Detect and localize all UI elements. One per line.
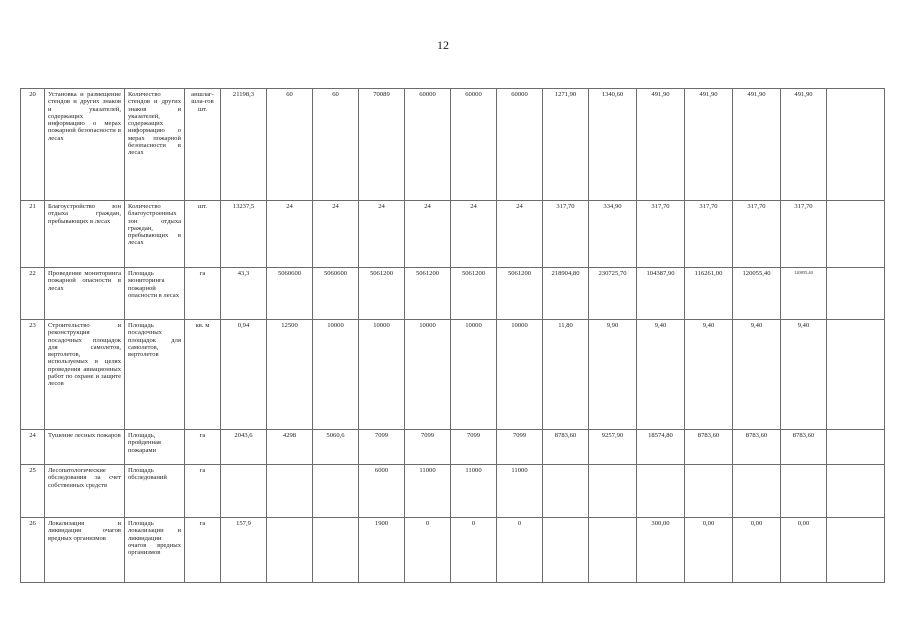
table-row: [21, 201, 885, 268]
value-cell: 491,90: [781, 89, 827, 201]
value-cell: 0: [497, 518, 543, 583]
unit-of-measure: га: [185, 518, 221, 583]
value-cell: 0,00: [781, 518, 827, 583]
value-cell: 13237,5: [221, 201, 267, 268]
measure-name: Локализация и ликвидация очагов вредных организмов: [45, 518, 125, 583]
empty-cell: [827, 89, 885, 201]
value-cell: 60000: [405, 89, 451, 201]
value-cell: 7099: [451, 430, 497, 465]
value-cell: [589, 465, 637, 518]
value-cell: 300,00: [637, 518, 685, 583]
row-number: 23: [21, 320, 45, 430]
value-cell: [221, 465, 267, 518]
value-cell: 116261,00: [685, 268, 733, 320]
value-cell: 24: [267, 201, 313, 268]
value-cell: 1271,90: [543, 89, 589, 201]
value-cell: 60: [267, 89, 313, 201]
table-row: [21, 518, 885, 583]
value-cell: 21198,3: [221, 89, 267, 201]
value-cell: [543, 518, 589, 583]
page-number: 12: [437, 38, 449, 52]
value-cell: 5061200: [359, 268, 405, 320]
value-cell: 7099: [359, 430, 405, 465]
table-row: [21, 465, 885, 518]
program-measures-table: [20, 88, 885, 583]
value-cell: 0,94: [221, 320, 267, 430]
value-cell: 6000: [359, 465, 405, 518]
value-cell: 5060600: [313, 268, 359, 320]
value-cell: 317,70: [543, 201, 589, 268]
row-number: 20: [21, 89, 45, 201]
row-number: 25: [21, 465, 45, 518]
value-cell: 11,80: [543, 320, 589, 430]
value-cell: 11000: [405, 465, 451, 518]
indicator-name: Количество стендов и других знаков и указателей, содержащих информацию о мерах пожарной безопасности в лесах: [125, 89, 185, 201]
value-cell: 10000: [451, 320, 497, 430]
measure-name: Установка и размещение стендов и других знаков и указателей, содержащих информацию о мерах пожарной безопасности в лесах: [45, 89, 125, 201]
value-cell: 10000: [405, 320, 451, 430]
indicator-name: Площадь обследований: [125, 465, 185, 518]
value-cell: 104387,90: [637, 268, 685, 320]
row-number: 26: [21, 518, 45, 583]
value-cell: 9,40: [781, 320, 827, 430]
value-cell: 5061200: [451, 268, 497, 320]
empty-cell: [827, 320, 885, 430]
value-cell: 218904,80: [543, 268, 589, 320]
value-cell: 24: [359, 201, 405, 268]
value-cell: 10000: [359, 320, 405, 430]
value-cell: 0: [405, 518, 451, 583]
value-cell: 43,3: [221, 268, 267, 320]
value-cell: [685, 465, 733, 518]
value-cell: 120055,40: [733, 268, 781, 320]
empty-cell: [827, 465, 885, 518]
value-cell: 9257,90: [589, 430, 637, 465]
value-cell: 491,90: [733, 89, 781, 201]
value-cell: 8783,60: [733, 430, 781, 465]
value-cell: 5061200: [405, 268, 451, 320]
empty-cell: [827, 518, 885, 583]
value-cell: 0,00: [685, 518, 733, 583]
value-cell: 317,70: [781, 201, 827, 268]
value-cell: 4298: [267, 430, 313, 465]
value-cell: [589, 518, 637, 583]
value-cell: 24: [497, 201, 543, 268]
unit-of-measure: аншлаг-шла-гов шт.: [185, 89, 221, 201]
unit-of-measure: га: [185, 268, 221, 320]
indicator-name: Количество благоустроенных зон отдыха граждан, пребывающих в лесах: [125, 201, 185, 268]
measure-name: Строительство и реконструкция посадочных площадок для самолетов, вертолетов, используемых в целях проведения авиационных работ по охране и защите лесов: [45, 320, 125, 430]
value-cell: 9,40: [637, 320, 685, 430]
value-cell: 60000: [451, 89, 497, 201]
value-cell: 9,40: [733, 320, 781, 430]
value-cell: [637, 465, 685, 518]
row-number: 21: [21, 201, 45, 268]
value-cell: 24: [451, 201, 497, 268]
value-cell: 7099: [497, 430, 543, 465]
indicator-name: Площадь, пройденная пожарами: [125, 430, 185, 465]
row-number: 24: [21, 430, 45, 465]
value-cell: 70089: [359, 89, 405, 201]
value-cell: [781, 465, 827, 518]
row-number: 22: [21, 268, 45, 320]
value-cell: 0: [451, 518, 497, 583]
value-cell: 11000: [451, 465, 497, 518]
value-cell: 230725,70: [589, 268, 637, 320]
value-cell: 334,90: [589, 201, 637, 268]
value-cell: 5060600: [267, 268, 313, 320]
table-row: [21, 89, 885, 201]
value-cell: 317,70: [637, 201, 685, 268]
value-cell: 8783,60: [781, 430, 827, 465]
table-row: [21, 430, 885, 465]
value-cell: 24: [313, 201, 359, 268]
measure-name: Тушение лесных пожаров: [45, 430, 125, 465]
value-cell: 317,70: [685, 201, 733, 268]
value-cell: 1340,60: [589, 89, 637, 201]
unit-of-measure: кв. м: [185, 320, 221, 430]
value-cell: 7099: [405, 430, 451, 465]
value-cell: 24: [405, 201, 451, 268]
value-cell: 8783,60: [685, 430, 733, 465]
value-cell: 11000: [497, 465, 543, 518]
value-cell: 1900: [359, 518, 405, 583]
value-cell: [543, 465, 589, 518]
measure-name: Проведение мониторинга пожарной опасности в лесах: [45, 268, 125, 320]
empty-cell: [827, 268, 885, 320]
value-cell: 491,90: [685, 89, 733, 201]
value-cell: [733, 465, 781, 518]
indicator-name: Площадь посадочных площадок для самолетов, вертолетов: [125, 320, 185, 430]
value-cell: 5060,6: [313, 430, 359, 465]
value-cell: [313, 518, 359, 583]
value-cell: [267, 518, 313, 583]
value-cell: 120055,40: [781, 268, 827, 320]
value-cell: 60: [313, 89, 359, 201]
empty-cell: [827, 430, 885, 465]
value-cell: 10000: [497, 320, 543, 430]
empty-cell: [827, 201, 885, 268]
value-cell: [267, 465, 313, 518]
value-cell: 157,9: [221, 518, 267, 583]
unit-of-measure: шт.: [185, 201, 221, 268]
table-row: [21, 268, 885, 320]
value-cell: 9,40: [685, 320, 733, 430]
measure-name: Лесопатологические обследования за счет собственных средств: [45, 465, 125, 518]
value-cell: 2043,6: [221, 430, 267, 465]
value-cell: 60000: [497, 89, 543, 201]
value-cell: 12500: [267, 320, 313, 430]
value-cell: 8783,60: [543, 430, 589, 465]
value-cell: 10000: [313, 320, 359, 430]
value-cell: 9,90: [589, 320, 637, 430]
value-cell: 317,70: [733, 201, 781, 268]
value-cell: [313, 465, 359, 518]
value-cell: 5061200: [497, 268, 543, 320]
indicator-name: Площадь мониторинга пожарной опасности в лесах: [125, 268, 185, 320]
value-cell: 0,00: [733, 518, 781, 583]
unit-of-measure: га: [185, 465, 221, 518]
table-row: [21, 320, 885, 430]
indicator-name: Площадь локализации и ликвидации очагов вредных организмов: [125, 518, 185, 583]
value-cell: 491,90: [637, 89, 685, 201]
unit-of-measure: га: [185, 430, 221, 465]
measure-name: Благоустройство зон отдыха граждан, пребывающих в лесах: [45, 201, 125, 268]
value-cell: 18574,80: [637, 430, 685, 465]
